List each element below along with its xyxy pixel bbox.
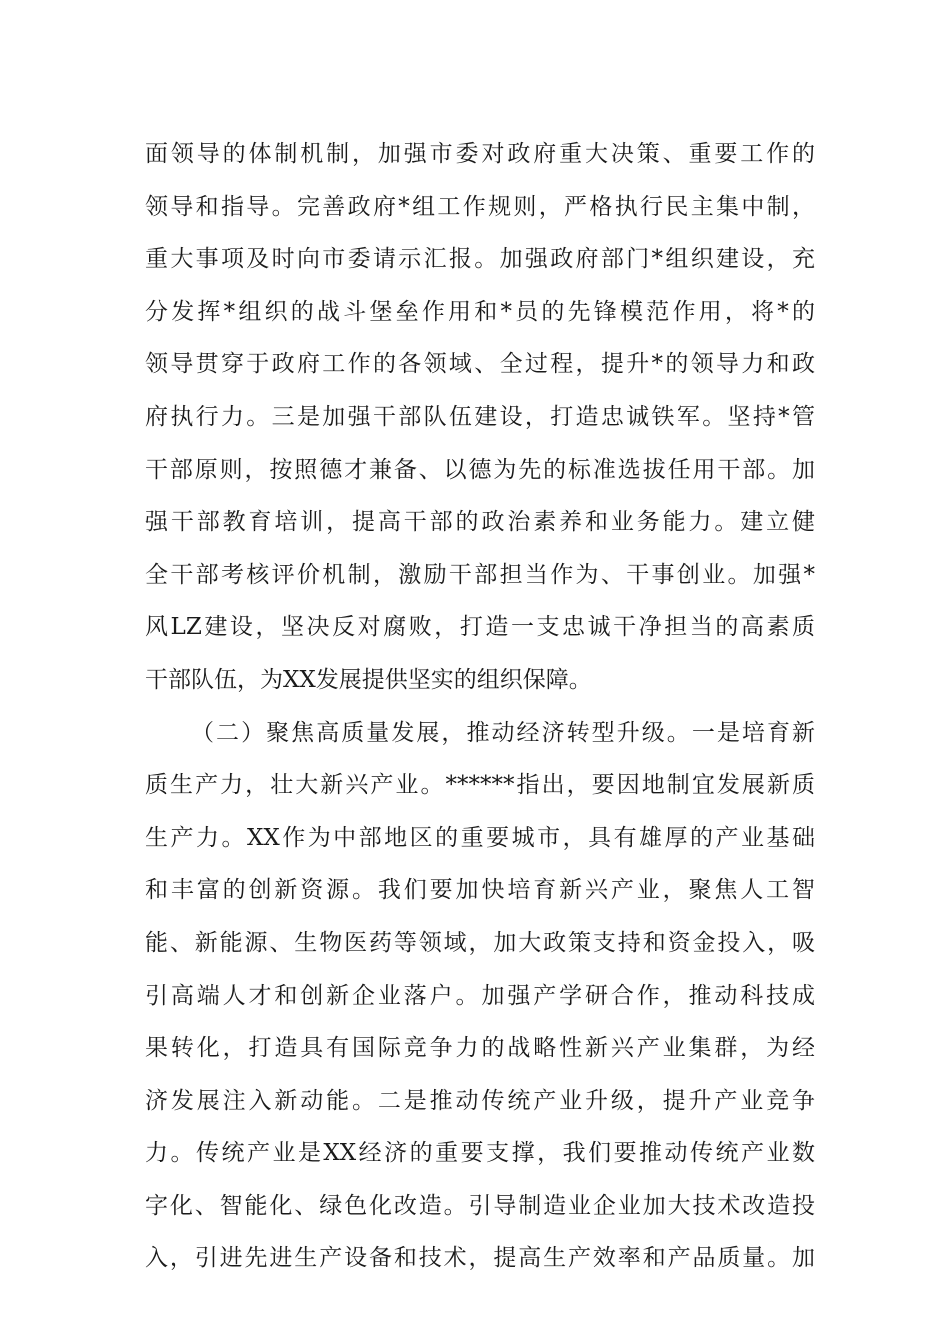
text-line: 重大事项及时向市委请示汇报。加强政府部门*组织建设，充 (145, 246, 815, 273)
section-heading-line: （二）聚焦高质量发展，推动经济转型升级。一是培育新 (191, 719, 815, 746)
text-line: 干部原则，按照德才兼备、以德为先的标准选拔任用干部。加 (145, 456, 815, 483)
text-line: 力。传统产业是XX经济的重要支撑，我们要推动传统产业数 (145, 1140, 815, 1167)
text-line: 济发展注入新动能。二是推动传统产业升级，提升产业竞争 (145, 1087, 815, 1114)
body-text (145, 128, 815, 1285)
text-line: 生产力。XX作为中部地区的重要城市，具有雄厚的产业基础 (145, 824, 815, 851)
text-line: 入，引进先进生产设备和技术，提高生产效率和产品质量。加 (145, 1245, 815, 1272)
text-line: 领导和指导。完善政府*组工作规则，严格执行民主集中制， (145, 193, 815, 220)
text-line: 风LZ建设，坚决反对腐败，打造一支忠诚干净担当的高素质 (145, 614, 815, 641)
text-line: 能、新能源、生物医药等领域，加大政策支持和资金投入，吸 (145, 929, 815, 956)
text-line: 和丰富的创新资源。我们要加快培育新兴产业，聚焦人工智 (145, 877, 815, 904)
text-line: 强干部教育培训，提高干部的政治素养和业务能力。建立健 (145, 509, 815, 536)
text-line: 分发挥*组织的战斗堡垒作用和*员的先锋模范作用，将*的 (145, 298, 815, 325)
text-line: 全干部考核评价机制，激励干部担当作为、干事创业。加强* (145, 561, 815, 588)
text-line: 字化、智能化、绿色化改造。引导制造业企业加大技术改造投 (145, 1192, 815, 1219)
text-line: 领导贯穿于政府工作的各领域、全过程，提升*的领导力和政 (145, 351, 815, 378)
paragraph-end-line: 干部队伍，为XX发展提供坚实的组织保障。 (145, 666, 592, 693)
text-line: 果转化，打造具有国际竞争力的战略性新兴产业集群，为经 (145, 1035, 815, 1062)
text-line: 面领导的体制机制，加强市委对政府重大决策、重要工作的 (145, 141, 815, 167)
text-line: 府执行力。三是加强干部队伍建设，打造忠诚铁军。坚持*管 (145, 403, 815, 430)
text-line: 引高端人才和创新企业落户。加强产学研合作，推动科技成 (145, 982, 815, 1009)
text-line: 质生产力，壮大新兴产业。******指出，要因地制宜发展新质 (145, 772, 815, 799)
